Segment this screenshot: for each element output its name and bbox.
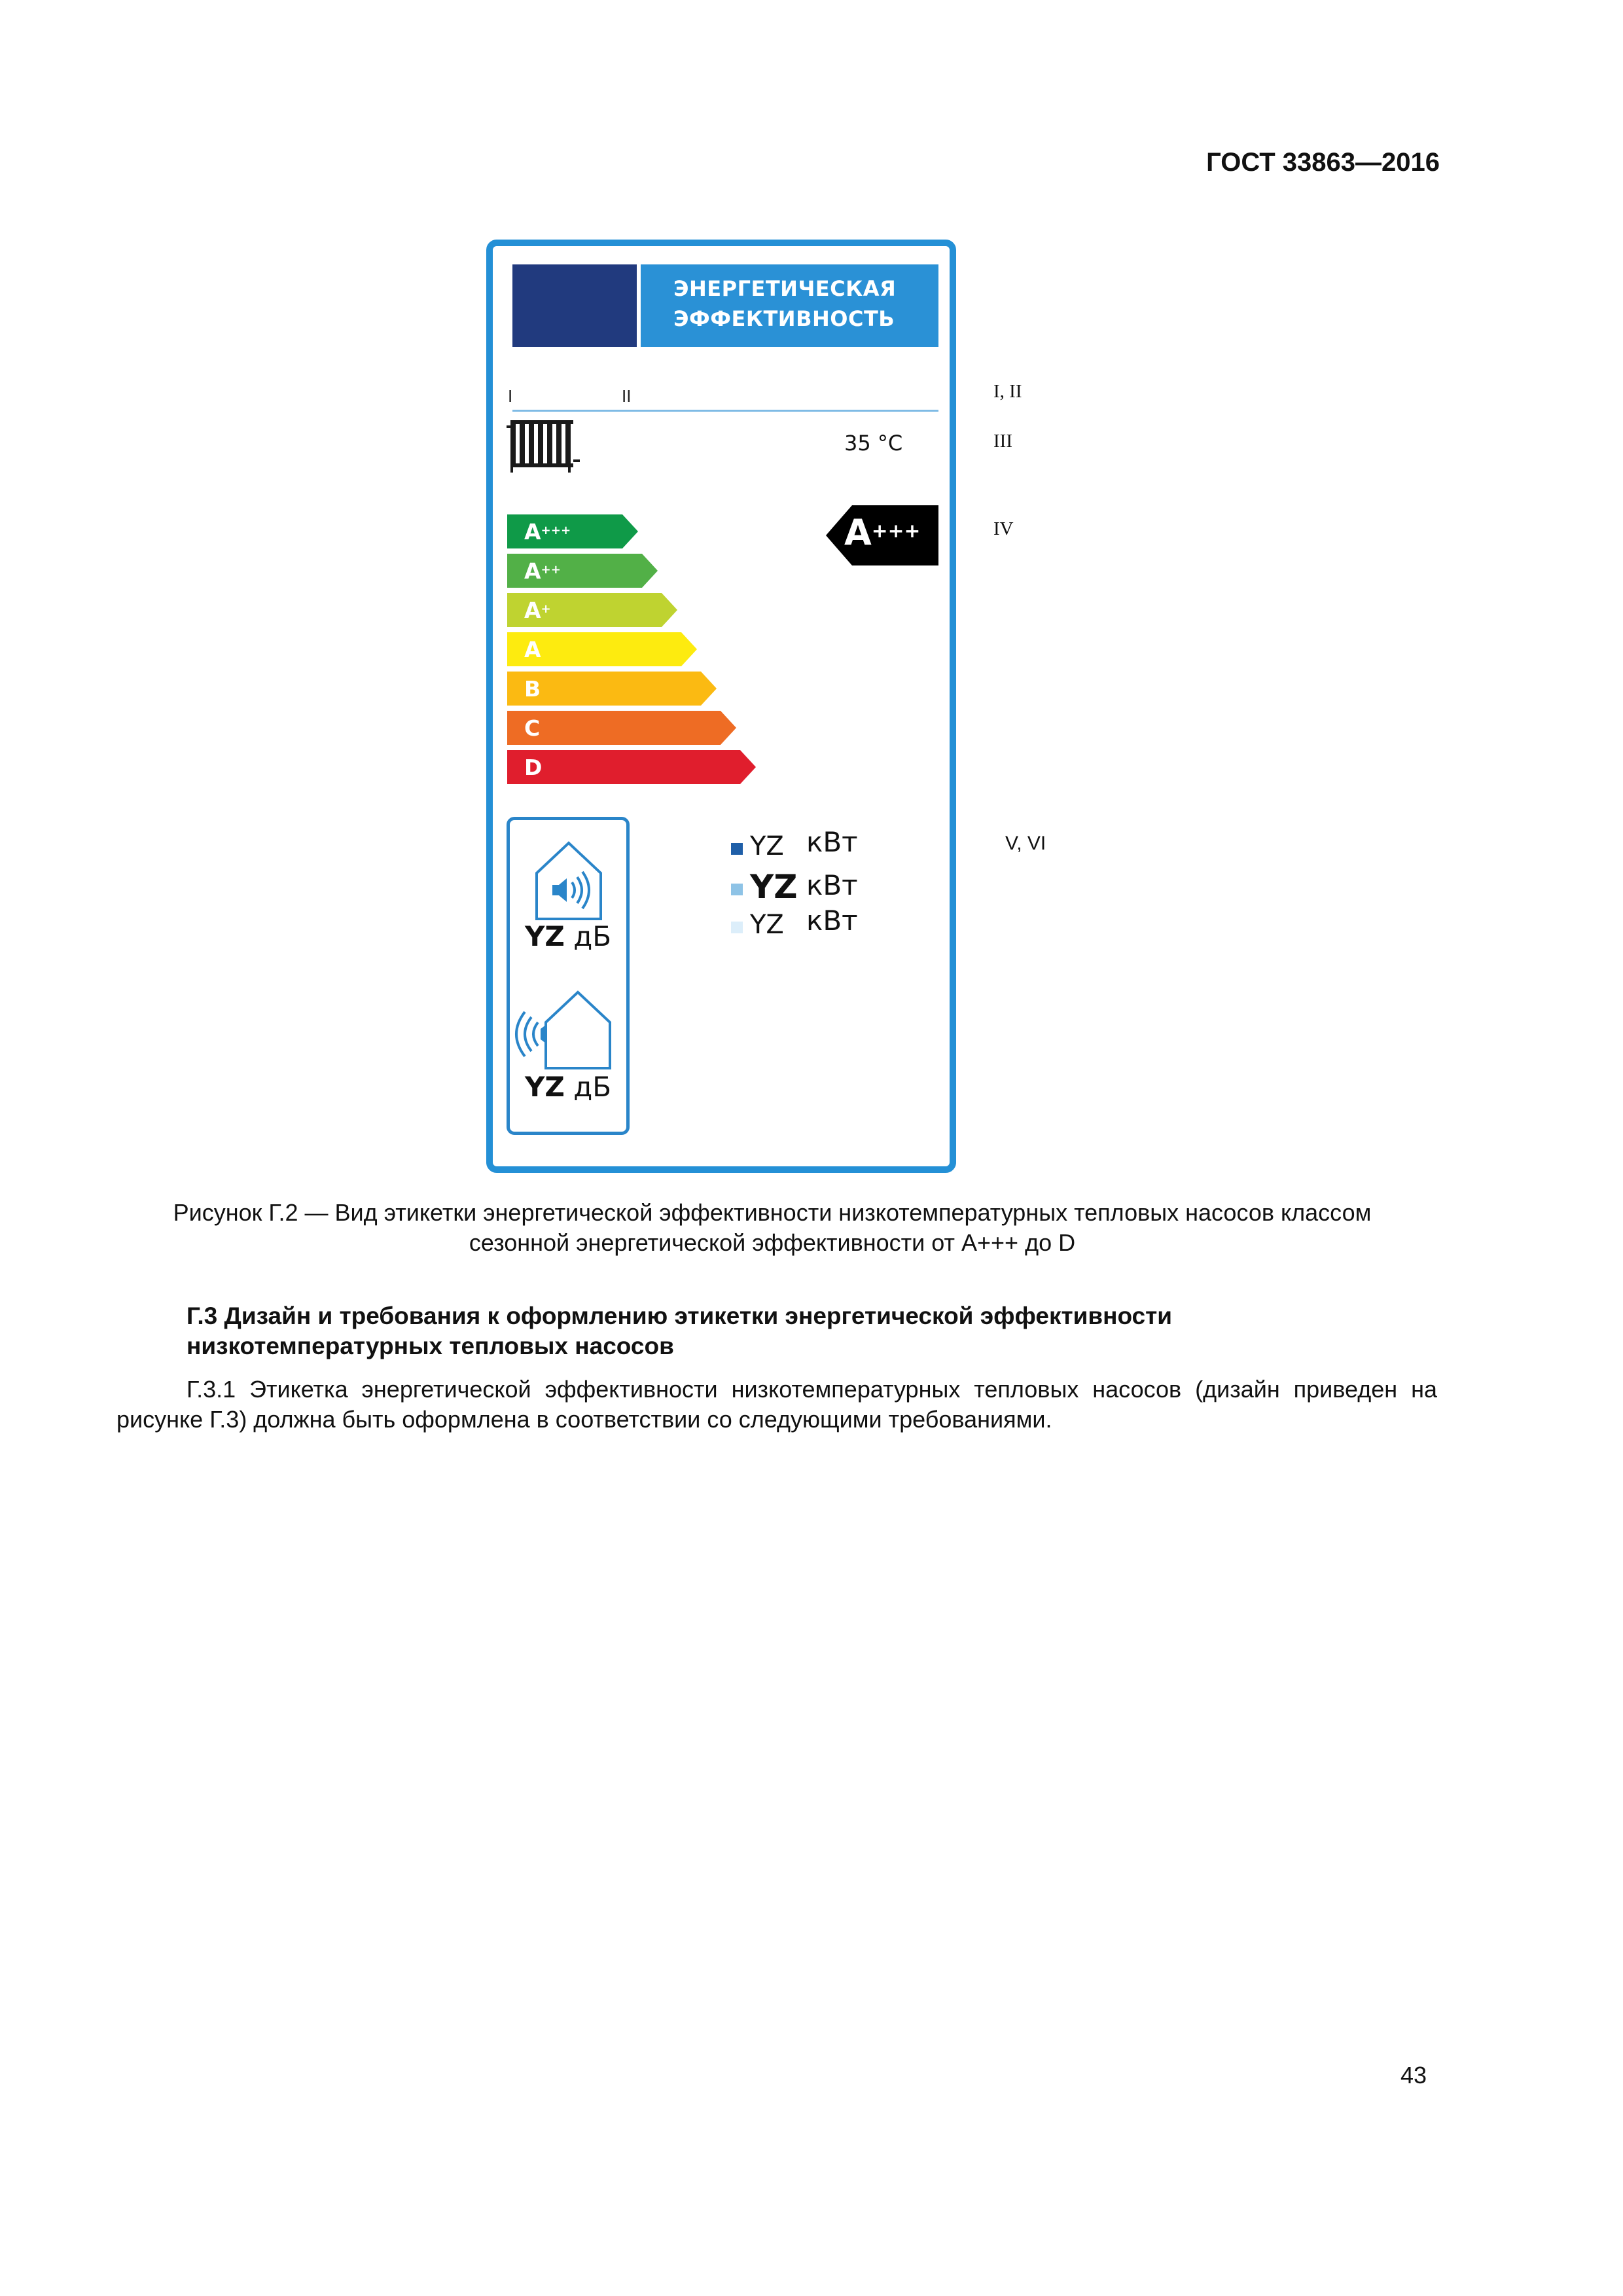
outdoor-noise-value: YZ дБ	[524, 1071, 612, 1103]
label-title-line1: ЭНЕРГЕТИЧЕСКАЯ	[673, 276, 897, 301]
scale-letter: C	[524, 715, 541, 741]
scale-letter: A+++	[524, 519, 571, 545]
power-value-average: YZ	[750, 868, 798, 906]
figure-caption	[105, 1198, 1440, 1258]
power-unit-cold: кВт	[806, 826, 858, 858]
label-marker-ii: II	[622, 386, 632, 406]
temperature-label: 35 °C	[844, 431, 903, 456]
power-unit-warm: кВт	[806, 905, 858, 937]
standard-code: ГОСТ 33863—2016	[1206, 148, 1440, 177]
label-title-line2: ЭФФЕКТИВНОСТЬ	[673, 306, 895, 331]
scale-arrow-2	[507, 593, 677, 627]
scale-arrow-shape	[507, 711, 736, 745]
supplier-line	[512, 410, 938, 412]
scale-letter: A+	[524, 598, 551, 623]
page-number: 43	[1400, 2062, 1427, 2089]
scale-letter: B	[524, 676, 541, 702]
power-square-cold	[731, 843, 743, 855]
outdoor-noise-icon	[514, 988, 615, 1071]
scale-arrow-4	[507, 672, 717, 706]
scale-arrow-3	[507, 632, 697, 666]
power-unit-average: кВт	[806, 869, 858, 901]
energy-class-letter: A+++	[844, 512, 921, 553]
section-heading-line2: низкотемпературных тепловых насосов	[187, 1333, 674, 1359]
power-value-warm: YZ	[750, 910, 784, 940]
scale-arrow-5	[507, 711, 736, 745]
section-heading-line1: Г.3 Дизайн и требования к оформлению этикетки энергетической эффективности	[187, 1302, 1172, 1329]
power-square-warm	[731, 922, 743, 933]
label-marker-i: I	[508, 386, 513, 406]
label-logo-block	[512, 264, 637, 347]
scale-letter: D	[524, 755, 543, 780]
side-marker-iii: III	[993, 431, 1012, 452]
section-paragraph: Г.3.1 Этикетка энергетической эффективности низкотемпературных тепловых насосов (дизайн приведен на рисунке Г.3) должна быть оформлена в соответствии со следующими требованиями.	[116, 1376, 1437, 1433]
label-title	[641, 264, 938, 347]
scale-arrow-shape	[507, 750, 756, 784]
indoor-noise-icon	[531, 839, 606, 922]
scale-arrow-6	[507, 750, 756, 784]
figure-caption-line2: сезонной энергетической эффективности от A+++ до D	[469, 1229, 1076, 1256]
power-square-average	[731, 884, 743, 895]
indoor-noise-value: YZ дБ	[524, 920, 612, 952]
power-value-cold: YZ	[750, 831, 784, 861]
scale-letter: A++	[524, 558, 561, 584]
scale-arrow-1	[507, 554, 658, 588]
radiator-icon	[507, 419, 582, 474]
side-marker-v-vi: V, VI	[1005, 833, 1046, 854]
scale-arrow-0	[507, 514, 638, 548]
side-marker-i-ii: I, II	[993, 381, 1022, 402]
scale-letter: A	[524, 637, 541, 662]
figure-caption-line1: Рисунок Г.2 — Вид этикетки энергетической эффективности низкотемпературных тепловых насосов классом	[173, 1199, 1372, 1226]
section-heading	[187, 1301, 1430, 1361]
side-marker-iv: IV	[993, 518, 1014, 539]
